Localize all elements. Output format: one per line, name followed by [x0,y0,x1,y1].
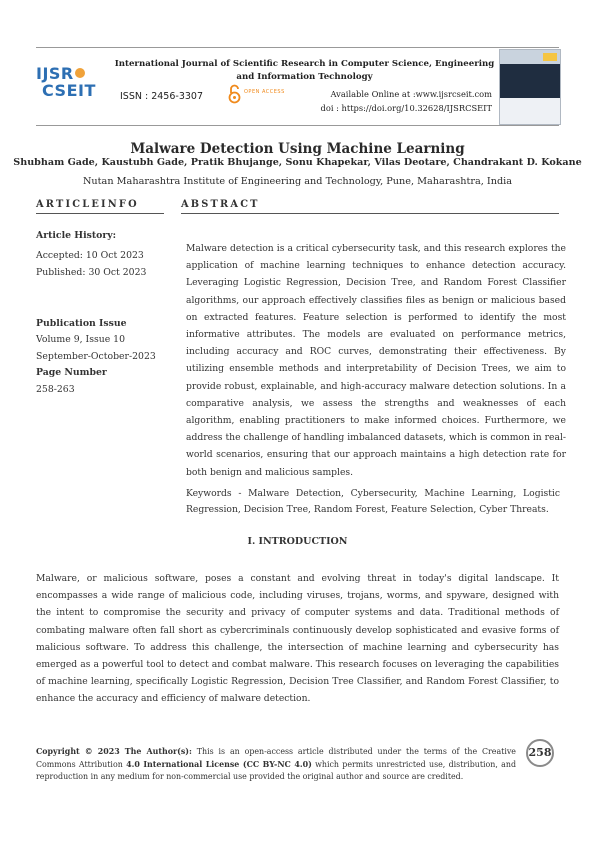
abstract-text: Malware detection is a critical cybersecurity task, and this research explores the application of machine learning techniques to enhance detection accuracy. Leveraging Logistic Regression, Decision Tree, and Random Forest Classifier algorithms, our approach effectively classifies files as benign or malicious based on extracted features. Feature selection is performed to identify the most informative attributes. The models are evaluated on performance metrics, including accuracy and ROC curves, demonstrating their effectiveness. By utilizing ensemble methods and interpretability of Decision Trees, we aim to provide robust, explainable, and high-accuracy malware detection solutions. In a comparative analysis, we assess the strengths and weaknesses of each algorithm, enabling practitioners to make informed choices. Furthermore, we address the challenge of handling imbalanced datasets, which is common in real-world scenarios, ensuring that our approach maintains a high detection rate for both benign and malicious samples. [186,243,566,478]
volume-issue: Volume 9, Issue 10 [36,334,126,345]
published-date: Published: 30 Oct 2023 [36,267,147,278]
page-range: 258-263 [36,384,75,395]
introduction-heading: I. INTRODUCTION [247,536,348,547]
online-info [320,87,492,115]
keywords: Keywords - Malware Detection, Cybersecurity, Machine Learning, Logistic Regression, Decision Tree, Random Forest, Feature Selection, Cyber Threats. [186,488,560,515]
introduction-text: Malware, or malicious software, poses a constant and evolving threat in today's digital landscape. It encompasses a wide range of malicious code, including viruses, trojans, worms, and spyware, designed with the intent to compromise the security and privacy of computer systems and data. Traditional methods of combating malware often fall short as cybercriminals continuously develop sophisticated and evasive forms of malicious software. To address this challenge, the intersection of machine learning and cybersecurity has emerged as a powerful tool to detect and combat malware. This research focuses on leveraging the capabilities of machine learning, specifically Logistic Regression, Decision Tree Classifier, and Random Forest Classifier, to enhance the accuracy and efficiency of malware detection. [36,573,559,705]
paper-authors: Shubham Gade, Kaustubh Gade, Pratik Bhujange, Sonu Khapekar, Vilas Deotare, Chandrakant D. Kokane [13,157,582,168]
abstract-heading: ABSTRACT [181,199,260,210]
open-access-icon [228,84,241,104]
accepted-date: Accepted: 10 Oct 2023 [36,250,144,261]
copyright-tail: which permits unrestricted use, distribution, and reproduction in any medium for non-commercial use provided the original author and source are credited. [36,759,517,781]
abstract-rule [181,213,559,214]
license-name[interactable]: 4.0 International License (CC BY-NC 4.0) [126,759,312,769]
page-number-badge: 258 [526,739,554,767]
header-bottom-rule [36,125,559,126]
open-access-label: OPEN ACCESS [244,89,285,95]
page-number-label: Page Number [36,367,107,378]
article-info-heading: ARTICLEINFO [36,199,139,210]
publication-period: September-October-2023 [36,351,156,362]
issn: ISSN : 2456-3307 [120,91,203,102]
online-url[interactable]: Available Online at :www.ijsrcseit.com [330,89,492,99]
publication-issue-label: Publication Issue [36,318,127,329]
doi-link[interactable]: doi : https://doi.org/10.32628/IJSRCSEIT [320,103,492,113]
article-history-label: Article History: [36,230,117,241]
journal-cover-image [499,49,561,125]
paper-affiliation: Nutan Maharashtra Institute of Engineering and Technology, Pune, Maharashtra, India [82,176,513,187]
copyright-notice [36,746,516,784]
journal-name: International Journal of Scientific Research in Computer Science, Engineering and Information Technology [114,59,495,82]
journal-logo: IJSR CSEIT [36,64,96,100]
copyright-text: This is an open-access article distributed under the terms of the Creative Commons Attribution [36,747,516,769]
copyright-bold: Copyright © 2023 The Author(s): [36,747,192,756]
header-top-rule [36,47,559,48]
article-info-rule [36,213,164,214]
paper-title: Malware Detection Using Machine Learning [130,141,465,157]
